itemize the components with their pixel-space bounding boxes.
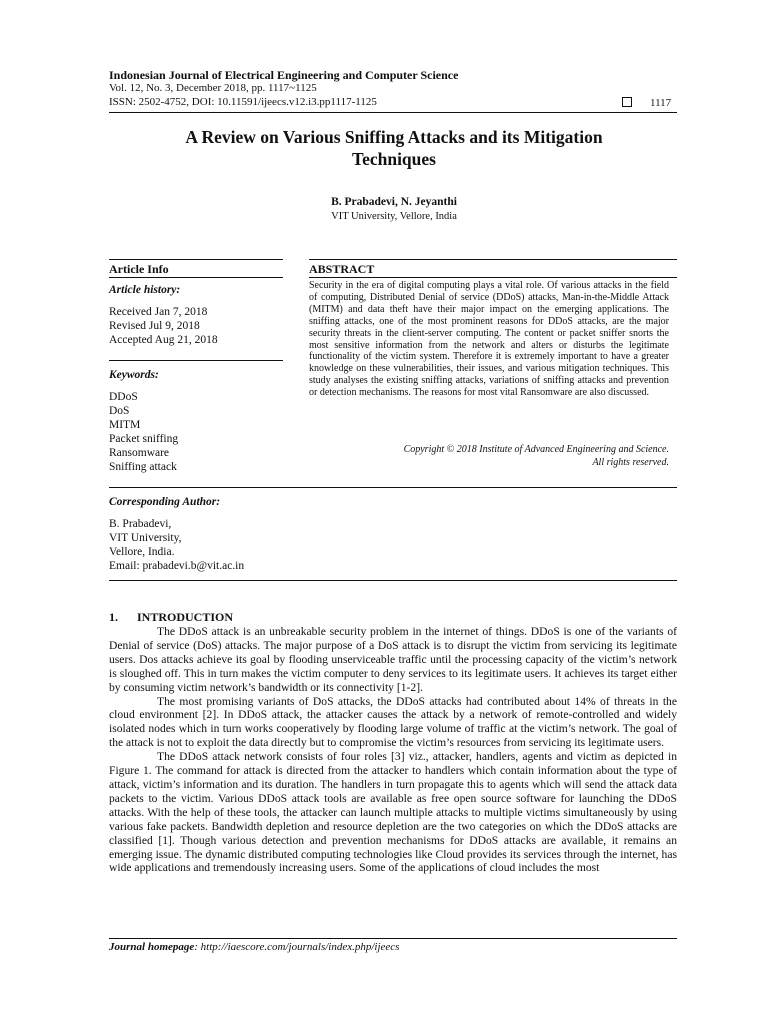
homepage-label: Journal homepage	[109, 941, 195, 953]
volume-line: Vol. 12, No. 3, December 2018, pp. 1117~1125	[109, 82, 317, 94]
section-number: 1.	[109, 610, 118, 624]
corresponding-email: Email: prabadevi.b@vit.ac.in	[109, 560, 245, 572]
keyword-item: MITM	[109, 419, 141, 431]
introduction-body	[109, 625, 677, 875]
keyword-item: Ransomware	[109, 447, 170, 459]
paragraph: The DDoS attack is an unbreakable security problem in the internet of things. DDoS is one of the variants of Denial of service (DoS) attacks. The major purpose of a DoS attack is to disrupt the victim from servicing its legitimate users. Dos attacks achieve its goal by flooding unserviceable traffic until the processing capacity of the victim’s network is sloughed off. This in turn makes the victim computer to deny services to its legitimate users. It achieves its target either by consuming victim network’s bandwidth or its connectivity [1-2].	[109, 625, 677, 694]
corresponding-bottom-rule	[109, 580, 677, 581]
abstract-rule	[309, 277, 677, 278]
revised-date: Revised Jul 9, 2018	[109, 320, 200, 332]
page-number	[622, 97, 671, 109]
article-info-top-rule	[109, 259, 283, 260]
footer-rule	[109, 938, 677, 939]
section-title: INTRODUCTION	[137, 610, 234, 624]
corresponding-author-label: Corresponding Author:	[109, 496, 221, 508]
accepted-date: Accepted Aug 21, 2018	[109, 334, 218, 346]
introduction-heading	[109, 610, 233, 625]
article-info-rule	[109, 277, 283, 278]
page-number-value: 1117	[650, 97, 672, 109]
corresponding-line: Vellore, India.	[109, 546, 175, 558]
article-info-heading: Article Info	[109, 262, 169, 276]
authors: B. Prabadevi, N. Jeyanthi	[331, 196, 457, 208]
abstract-text: Security in the era of digital computing plays a vital role. Of various attacks in the field of computing, Distributed Denial of service (DDoS) attacks, Man-in-the-Middle Attack (MITM) and data theft have their major impact on the emerging applications. The sniffing attacks, one of the most prominent reasons for DDoS attacks, are the major security threats in the client-server computing. The content or packet sniffer snorts the most sensitive information from the network and alters or disturbs the legitimate functionality of the victim system. Therefore it is extremely important to have a greater knowledge on these vulnerabilities, their issues, and various mitigation techniques. This study analyses the existing sniffing attacks, variations of sniffing attacks and prevention or detection mechanisms. The reasons for most vital Ransomware are also discussed.	[309, 280, 669, 399]
keyword-item: Sniffing attack	[109, 461, 177, 473]
copyright-line-1: Copyright © 2018 Institute of Advanced Engineering and Science.	[403, 444, 669, 455]
corresponding-line: B. Prabadevi,	[109, 518, 172, 530]
keyword-item: Packet sniffing	[109, 433, 179, 445]
corresponding-line: VIT University,	[109, 532, 182, 544]
received-date: Received Jan 7, 2018	[109, 306, 208, 318]
abstract-top-rule	[309, 259, 677, 260]
history-rule	[109, 360, 283, 361]
keywords-label: Keywords:	[109, 369, 159, 381]
paper-title	[109, 126, 679, 170]
square-icon	[622, 97, 632, 107]
paragraph: The DDoS attack network consists of four roles [3] viz., attacker, handlers, agents and victim as depicted in Figure 1. The command for attack is directed from the attacker to handlers which contain information about the type of attack, victim’s information and its duration. The handlers in turn propagate this to agents which will send the attack data packets to the victim. Various DDoS attack tools are available as free open source software for launching the DDoS attacks. With the help of these tools, the attacker can launch multiple attacks to multiple victims simultaneously by using various fake packets. Bandwidth depletion and resource depletion are the two categories on which the DDoS attacks are classified [1]. Though various detection and prevention mechanisms for DDoS attacks are available, it remains an emerging issue. The dynamic distributed computing technologies like Cloud provides its services through the internet, has wide applications and tremendously increasing users. Some of the applications of cloud includes the most	[109, 750, 677, 875]
journal-name: Indonesian Journal of Electrical Engineering and Computer Science	[109, 68, 459, 82]
keyword-item: DDoS	[109, 391, 138, 403]
info-bottom-rule	[109, 487, 677, 488]
homepage-url[interactable]: : http://iaescore.com/journals/index.php/ijeecs	[194, 941, 400, 953]
title-line-2: Techniques	[352, 149, 436, 169]
keyword-item: DoS	[109, 405, 130, 417]
copyright-line-2: All rights reserved.	[592, 457, 669, 468]
abstract-heading: ABSTRACT	[309, 262, 375, 276]
article-history-label: Article history:	[109, 284, 181, 296]
journal-homepage	[109, 941, 399, 953]
header-divider	[109, 112, 677, 113]
copyright	[309, 443, 669, 469]
issn-line: ISSN: 2502-4752, DOI: 10.11591/ijeecs.v12.i3.pp1117-1125	[109, 96, 377, 108]
title-line-1: A Review on Various Sniffing Attacks and its Mitigation	[185, 127, 603, 147]
paragraph: The most promising variants of DoS attacks, the DDoS attacks had contributed about 14% of threats in the cloud environment [2]. In DDoS attack, the attacker causes the attack by a network of remote-controlled and widely isolated nodes which in turn works cooperatively by flooding large volume of traffic at the victim’s network. The goal of the attack is not to exploit the data directly but to compromise the victim’s resources from servicing its legitimate users.	[109, 694, 677, 750]
affiliation: VIT University, Vellore, India	[331, 211, 457, 222]
